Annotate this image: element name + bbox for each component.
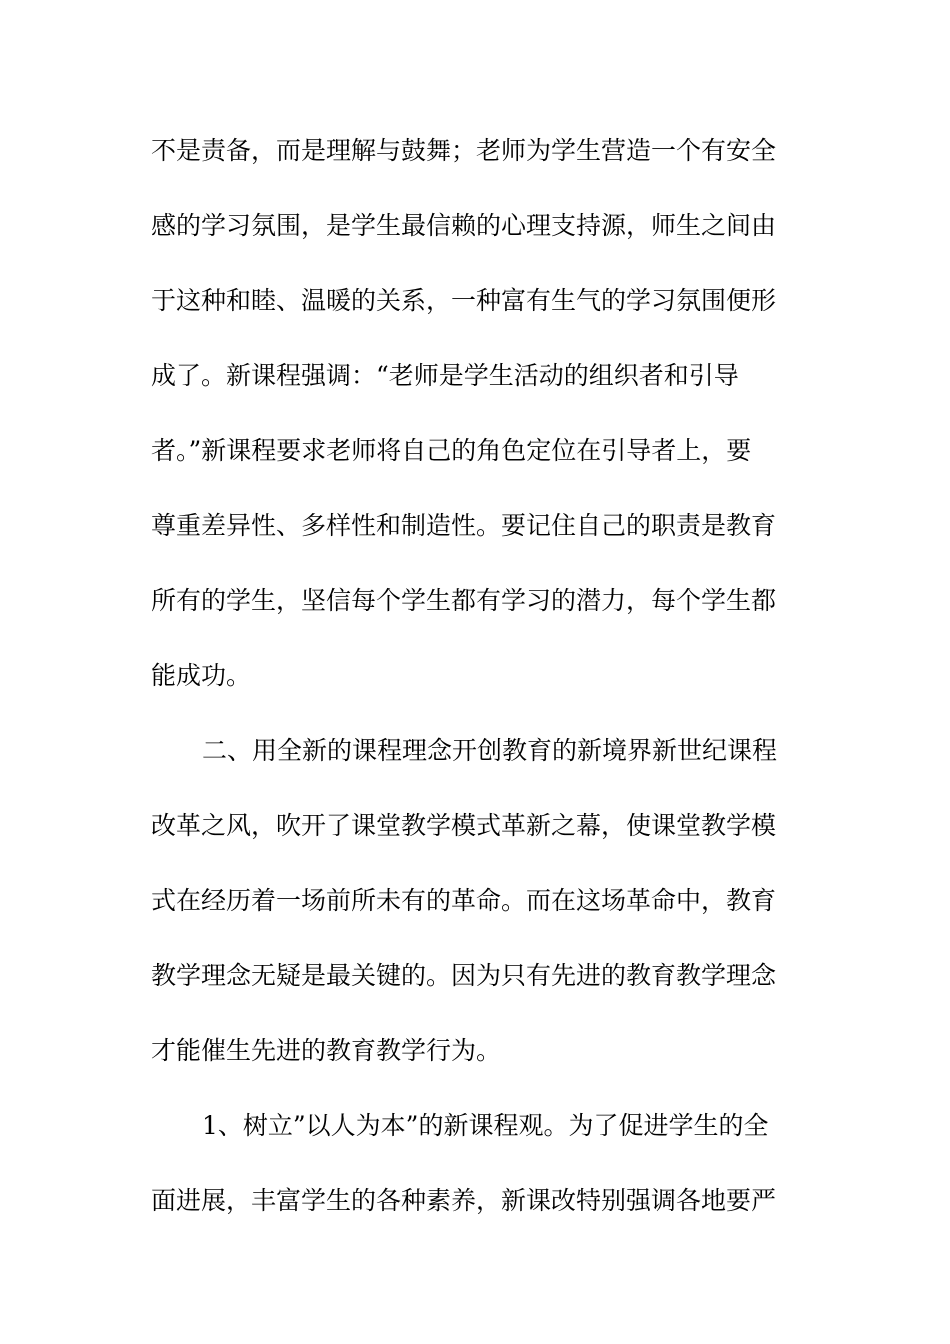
text-line: 感的学习氛围，是学生最信赖的心理支持源，师生之间由 — [151, 211, 777, 240]
paragraph-heading: 二、用全新的课程理念开创教育的新境界新世纪课程 — [202, 736, 778, 765]
text-line: 式在经历着一场前所未有的革命。而在这场革命中，教育 — [151, 886, 777, 915]
text-line: 教学理念无疑是最关键的。因为只有先进的教育教学理念 — [151, 961, 777, 990]
text-line: 改革之风，吹开了课堂教学模式革新之幕，使课堂教学模 — [151, 811, 777, 840]
text-line: 者。”新课程要求老师将自己的角色定位在引导者上，要 — [151, 436, 752, 465]
text-line: 所有的学生，坚信每个学生都有学习的潜力，每个学生都 — [151, 586, 777, 615]
text-line: 面进展，丰富学生的各种素养，新课改特别强调各地要严 — [151, 1186, 777, 1215]
paragraph-heading: 1、树立”以人为本”的新课程观。为了促进学生的全 — [202, 1111, 769, 1140]
text-line: 于这种和睦、温暖的关系，一种富有生气的学习氛围便形 — [151, 286, 777, 315]
text-line: 能成功。 — [151, 661, 252, 690]
text-line: 成了。新课程强调：“老师是学生活动的组织者和引导 — [151, 361, 739, 390]
text-line: 才能催生先进的教育教学行为。 — [151, 1036, 502, 1065]
text-line: 尊重差异性、多样性和制造性。要记住自己的职责是教育 — [151, 511, 777, 540]
text-line: 不是责备，而是理解与鼓舞；老师为学生营造一个有安全 — [151, 136, 777, 165]
